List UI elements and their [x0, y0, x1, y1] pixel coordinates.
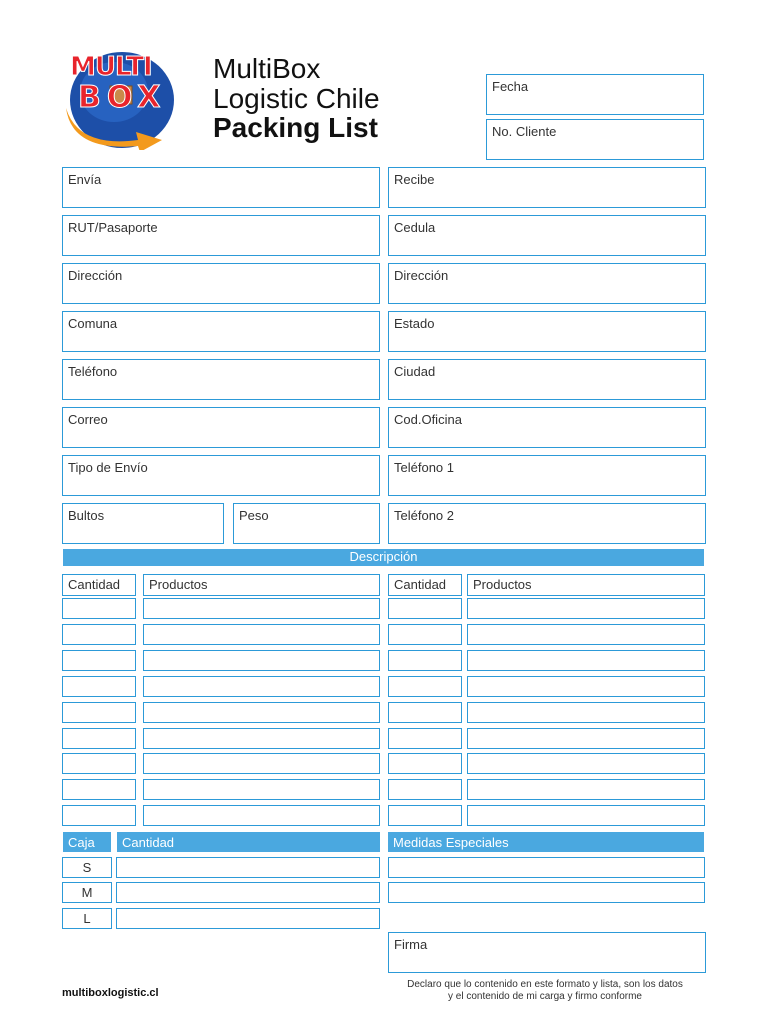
peso-field[interactable] — [233, 503, 380, 544]
comuna-field[interactable] — [62, 311, 380, 352]
medidas-header — [388, 832, 704, 852]
left-productos-header-label: Productos — [149, 577, 208, 592]
sender-telefono-label: Teléfono — [68, 364, 118, 379]
right-productos-cell[interactable] — [467, 728, 705, 749]
right-productos-cell[interactable] — [467, 650, 705, 671]
right-productos-cell[interactable] — [467, 779, 705, 800]
correo-field[interactable] — [62, 407, 380, 448]
declaration-line2: y el contenido de mi carga y firmo conforme — [448, 991, 642, 1002]
left-productos-cell[interactable] — [143, 779, 380, 800]
logo — [58, 48, 188, 150]
right-cantidad-cell[interactable] — [388, 728, 462, 749]
left-cantidad-cell[interactable] — [62, 728, 136, 749]
left-cantidad-header — [62, 574, 136, 596]
right-productos-cell[interactable] — [467, 805, 705, 826]
cedula-label: Cedula — [394, 220, 436, 235]
bultos-field[interactable] — [62, 503, 224, 544]
document-title: Packing List — [213, 112, 378, 143]
left-productos-cell[interactable] — [143, 805, 380, 826]
declaration-text — [370, 979, 720, 1003]
right-cantidad-cell[interactable] — [388, 624, 462, 645]
right-cantidad-cell[interactable] — [388, 650, 462, 671]
left-cantidad-cell[interactable] — [62, 598, 136, 619]
medidas-header-label: Medidas Especiales — [393, 835, 509, 850]
size-s-cell — [62, 857, 112, 878]
left-productos-cell[interactable] — [143, 624, 380, 645]
right-cantidad-cell[interactable] — [388, 779, 462, 800]
fecha-field[interactable] — [486, 74, 704, 115]
company-name-line2: Logistic Chile — [213, 83, 380, 114]
cod-oficina-label: Cod.Oficina — [394, 412, 462, 427]
logo-word-box: BOX — [78, 80, 167, 115]
size-m-quantity[interactable] — [116, 882, 380, 903]
left-productos-cell[interactable] — [143, 598, 380, 619]
size-m-label: M — [81, 885, 93, 900]
telefono1-field[interactable] — [388, 455, 706, 496]
size-l-quantity[interactable] — [116, 908, 380, 929]
left-cantidad-header-label: Cantidad — [68, 577, 121, 592]
size-s-label: S — [82, 860, 92, 875]
sender-direccion-field[interactable] — [62, 263, 380, 304]
right-cantidad-cell[interactable] — [388, 753, 462, 774]
right-productos-header — [467, 574, 705, 596]
cedula-field[interactable] — [388, 215, 706, 256]
left-cantidad-cell[interactable] — [62, 753, 136, 774]
bultos-label: Bultos — [68, 508, 105, 523]
fecha-label: Fecha — [492, 79, 529, 94]
recibe-label: Recibe — [394, 172, 435, 187]
peso-label: Peso — [239, 508, 269, 523]
sender-telefono-field[interactable] — [62, 359, 380, 400]
sender-direccion-label: Dirección — [68, 268, 123, 283]
left-cantidad-cell[interactable] — [62, 779, 136, 800]
right-productos-cell[interactable] — [467, 702, 705, 723]
description-header-label: Descripción — [349, 549, 418, 564]
left-cantidad-cell[interactable] — [62, 702, 136, 723]
cliente-field[interactable] — [486, 119, 704, 160]
telefono2-field[interactable] — [388, 503, 706, 544]
box-cantidad-header-label: Cantidad — [122, 835, 175, 850]
medidas-field-2[interactable] — [388, 882, 705, 903]
correo-label: Correo — [68, 412, 108, 427]
size-l-cell — [62, 908, 112, 929]
rut-field[interactable] — [62, 215, 380, 256]
right-productos-header-label: Productos — [473, 577, 532, 592]
left-cantidad-cell[interactable] — [62, 676, 136, 697]
left-productos-cell[interactable] — [143, 702, 380, 723]
box-cantidad-header — [117, 832, 380, 852]
receiver-direccion-field[interactable] — [388, 263, 706, 304]
right-productos-cell[interactable] — [467, 753, 705, 774]
right-productos-cell[interactable] — [467, 676, 705, 697]
telefono2-label: Teléfono 2 — [394, 508, 454, 523]
left-cantidad-cell[interactable] — [62, 805, 136, 826]
size-l-label: L — [83, 911, 91, 926]
left-cantidad-cell[interactable] — [62, 624, 136, 645]
right-cantidad-cell[interactable] — [388, 805, 462, 826]
right-cantidad-cell[interactable] — [388, 702, 462, 723]
left-productos-cell[interactable] — [143, 728, 380, 749]
rut-label: RUT/Pasaporte — [68, 220, 158, 235]
right-cantidad-header — [388, 574, 462, 596]
left-productos-cell[interactable] — [143, 753, 380, 774]
size-s-quantity[interactable] — [116, 857, 380, 878]
cod-oficina-field[interactable] — [388, 407, 706, 448]
declaration-line1: Declaro que lo contenido en este formato y lista, son los datos — [407, 979, 683, 990]
right-productos-cell[interactable] — [467, 624, 705, 645]
telefono1-label: Teléfono 1 — [394, 460, 454, 475]
logo-word-multi: MULTI — [70, 52, 152, 82]
right-cantidad-header-label: Cantidad — [394, 577, 447, 592]
tipo-envio-label: Tipo de Envío — [68, 460, 148, 475]
cliente-label: No. Cliente — [492, 124, 557, 139]
envia-label: Envía — [68, 172, 102, 187]
company-name-line1: MultiBox — [213, 53, 321, 84]
right-cantidad-cell[interactable] — [388, 676, 462, 697]
estado-field[interactable] — [388, 311, 706, 352]
left-productos-cell[interactable] — [143, 650, 380, 671]
recibe-field[interactable] — [388, 167, 706, 208]
left-productos-cell[interactable] — [143, 676, 380, 697]
envia-field[interactable] — [62, 167, 380, 208]
size-m-cell — [62, 882, 112, 903]
medidas-field-1[interactable] — [388, 857, 705, 878]
ciudad-label: Ciudad — [394, 364, 436, 379]
tipo-envio-field[interactable] — [62, 455, 380, 496]
description-header — [63, 549, 704, 566]
firma-label: Firma — [394, 937, 428, 952]
ciudad-field[interactable] — [388, 359, 706, 400]
left-cantidad-cell[interactable] — [62, 650, 136, 671]
website-link[interactable]: multiboxlogistic.cl — [62, 987, 159, 999]
caja-header-label: Caja — [68, 835, 95, 850]
estado-label: Estado — [394, 316, 435, 331]
left-productos-header — [143, 574, 380, 596]
caja-header — [63, 832, 111, 852]
firma-field[interactable] — [388, 932, 706, 973]
right-productos-cell[interactable] — [467, 598, 705, 619]
receiver-direccion-label: Dirección — [394, 268, 449, 283]
right-cantidad-cell[interactable] — [388, 598, 462, 619]
comuna-label: Comuna — [68, 316, 118, 331]
